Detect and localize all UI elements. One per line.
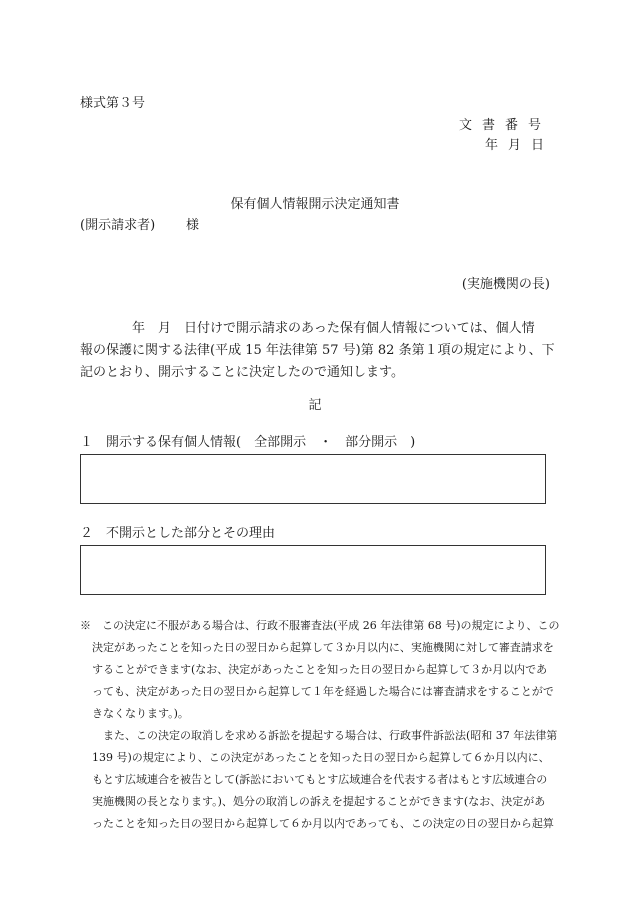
note-line: っても、決定があった日の翌日から起算して１年を経過した場合には審査請求をすることがで (92, 685, 554, 698)
non-disclosure-reason-field[interactable] (80, 545, 546, 595)
note-line: また、この決定の取消しを求める訴訟を提起する場合は、行政事件訴訟法(昭和 37 年法律第 (92, 729, 558, 742)
notice-body-line: 報の保護に関する法律(平成 15 年法律第 57 号)第 82 条第１項の規定により、下 (80, 343, 555, 358)
note-line: ったことを知った日の翌日から起算して６か月以内であっても、この決定の日の翌日から起算 (92, 817, 554, 830)
document-title: 保有個人情報開示決定通知書 (230, 197, 400, 212)
document-number-label: 文書番号 (459, 118, 552, 133)
note-line: もとす広域連合を被告として(訴訟においてもとす広域連合を代表する者はもとす広域連合の (92, 773, 548, 786)
section2-label: ２ 不開示とした部分とその理由 (80, 526, 276, 541)
note-line: することができます(なお、決定があったことを知った日の翌日から起算して３か月以内であ (92, 663, 548, 676)
requester-suffix: 様 (186, 218, 200, 233)
appeal-note (80, 615, 560, 835)
form-number: 様式第３号 (80, 96, 146, 111)
note-line: ※ この決定に不服がある場合は、行政不服審査法(平成 26 年法律第 68 号)の規定により、この (80, 619, 560, 632)
agency-head-label: (実施機関の長) (461, 277, 550, 292)
notice-body-line: 年 月 日付けで開示請求のあった保有個人情報については、個人情 (80, 321, 535, 336)
notice-body (80, 318, 555, 384)
ki-heading: 記 (308, 398, 322, 413)
note-line: 139 号)の規定により、この決定があったことを知った日の翌日から起算して６か月以内に、 (92, 751, 550, 764)
date-label: 年月日 (485, 138, 555, 153)
requester-label: (開示請求者) (80, 218, 156, 233)
section1-label: １ 開示する保有個人情報( 全部開示 ・ 部分開示 ) (80, 435, 416, 450)
note-line: 実施機関の長となります。)、処分の取消しの訴えを提起することができます(なお、決定があ (92, 795, 546, 808)
disclosed-info-field[interactable] (80, 454, 546, 504)
note-line: きなくなります。)。 (92, 707, 189, 720)
notice-body-line: 記のとおり、開示することに決定したので通知します。 (80, 365, 404, 380)
note-line: 決定があったことを知った日の翌日から起算して３か月以内に、実施機関に対して審査請求を (92, 641, 554, 654)
